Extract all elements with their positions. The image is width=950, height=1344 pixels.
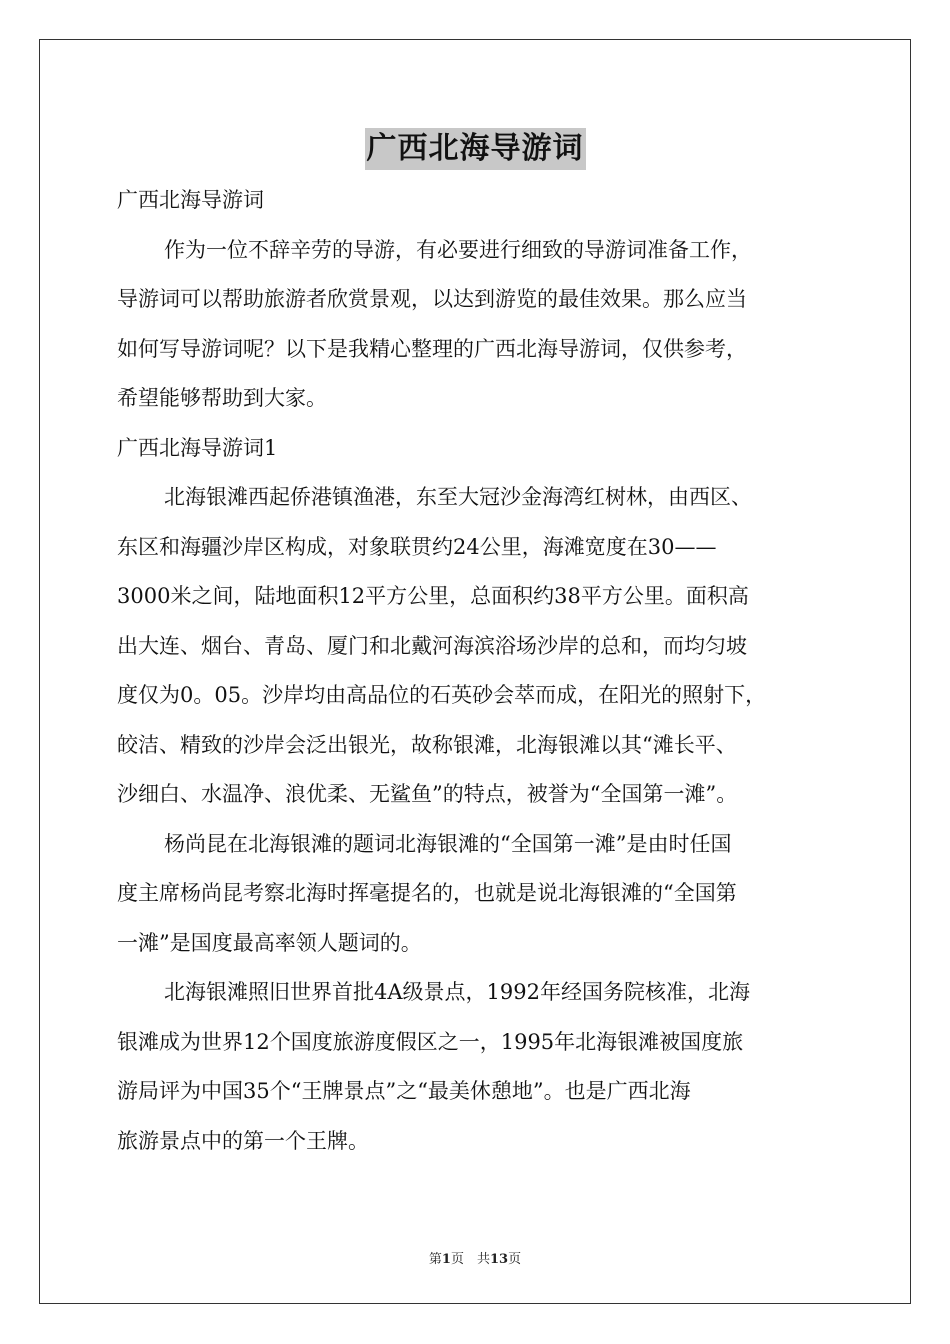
- section-heading: 广西北海导游词1: [117, 435, 278, 460]
- paragraph-2: [117, 820, 847, 969]
- paragraph-line: 皎洁、精致的沙岸会泛出银光，故称银滩，北海银滩以其“滩长平、: [117, 732, 737, 757]
- intro-line: 导游词可以帮助旅游者欣赏景观，以达到游览的最佳效果。那么应当: [117, 287, 747, 311]
- paragraph-3: [117, 968, 847, 1166]
- paragraph-1: [117, 473, 847, 820]
- footer-prefix: 第: [428, 1252, 442, 1267]
- paragraph-line: 杨尚昆在北海银滩的题词北海银滩的“全国第一滩”是由时任国: [164, 831, 732, 856]
- footer-suffix: 页: [508, 1252, 522, 1267]
- document-title: 广西北海导游词: [365, 128, 586, 170]
- paragraph-line: 东区和海疆沙岸区构成，对象联贯约24公里，海滩宽度在30——: [117, 534, 717, 559]
- intro-line: 作为一位不辞辛劳的导游，有必要进行细致的导游词准备工作，: [164, 237, 752, 262]
- title-container: [0, 128, 950, 170]
- footer-mid: 页 共: [450, 1252, 490, 1267]
- intro-line: 如何写导游词呢？以下是我精心整理的广西北海导游词，仅供参考，: [117, 336, 747, 361]
- paragraph-line: 银滩成为世界12个国度旅游度假区之一，1995年北海银滩被国度旅: [117, 1029, 744, 1054]
- page-footer: [0, 1248, 950, 1267]
- paragraph-line: 沙细白、水温净、浪优柔、无鲨鱼”的特点，被誉为“全国第一滩”。: [117, 782, 738, 806]
- paragraph-line: 一滩”是国度最高率领人题词的。: [117, 930, 422, 955]
- intro-paragraph: [117, 226, 847, 424]
- paragraph-line: 3000米之间，陆地面积12平方公里，总面积约38平方公里。面积高: [117, 584, 749, 608]
- paragraph-line: 度主席杨尚昆考察北海时挥毫提名的，也就是说北海银滩的“全国第: [117, 881, 737, 905]
- footer-total-pages: 13: [489, 1252, 509, 1267]
- paragraph-line: 游局评为中国35个“王牌景点”之“最美休憩地”。也是广西北海: [117, 1079, 691, 1103]
- paragraph-line: 北海银滩照旧世界首批4A级景点，1992年经国务院核准，北海: [164, 980, 750, 1004]
- document-body: [117, 176, 847, 1166]
- paragraph-line: 旅游景点中的第一个王牌。: [117, 1128, 369, 1153]
- paragraph-line: 度仅为0。05。沙岸均由高品位的石英砂会萃而成，在阳光的照射下，: [117, 683, 767, 707]
- footer-page-number: 1: [441, 1252, 451, 1267]
- paragraph-line: 北海银滩西起侨港镇渔港，东至大冠沙金海湾红树林，由西区、: [164, 485, 752, 509]
- paragraph-line: 出大连、烟台、青岛、厦门和北戴河海滨浴场沙岸的总和，而均匀坡: [117, 633, 747, 658]
- subtitle: 广西北海导游词: [117, 188, 264, 212]
- intro-line: 希望能够帮助到大家。: [117, 386, 327, 410]
